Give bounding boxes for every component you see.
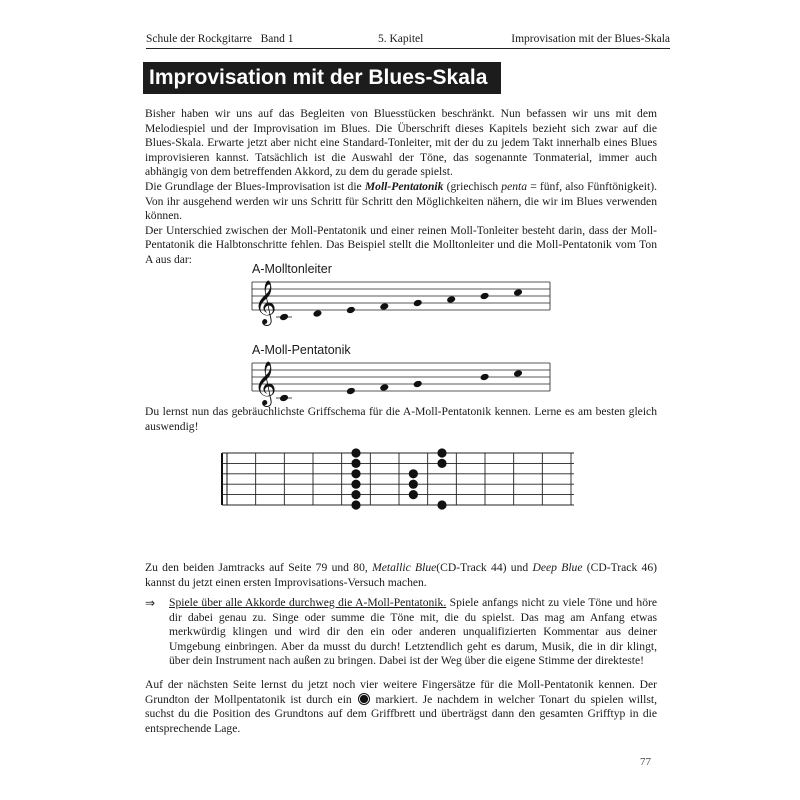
header-chapter: 5. Kapitel [378,33,424,45]
note-head [379,302,389,311]
note-head [446,295,456,304]
pentatonic-scale-label: A-Moll-Pentatonik [252,343,351,357]
fretboard-diagram [218,447,578,511]
header-section: Improvisation mit der Blues-Skala [511,33,670,45]
note-head [379,383,389,392]
finger-dot [437,459,446,468]
instruction-text: Spiele über alle Akkorde durchweg die A-Moll-Pentatonik. Spiele anfangs nicht zu viele Töne und höre dir dabei genau zu. Singe oder summe die Töne mit, die du spielst. Das mag am Anfang etwas merkwürdig klingen und wird dir den ein oder anderen unqualifizierten Kommentar aus deiner Umgebung einbringen. Aber da musst du durch! Letztendlich geht es darum, Musik, die in dir klingt, über dein Instrument nach außen zu bringen. Dabei ist der Weg über die eigene Stimme der direkteste! [169,596,658,668]
finger-dot [409,490,418,499]
minor-scale-staff [246,276,556,336]
root-note-marker-icon [358,693,370,705]
fingering-intro-text: Du lernst nun das gebräuchlichste Griffschema für die A-Moll-Pentatonik kennen. Lerne es am besten gleich auswendig! [145,405,657,433]
jamtrack-text: Zu den beiden Jamtracks auf Seite 79 und 80, Metallic Blue(CD-Track 44) und Deep Blue (CD-Track 46) kannst du jetzt einen ersten Improvisations-Versuch machen. [145,561,658,589]
intro-text [145,107,657,268]
note-head [513,369,523,378]
note-head [346,306,356,315]
term-moll-pentatonik: Moll-Pentatonik [364,179,444,193]
finger-dot [351,469,360,478]
finger-dot [351,480,360,489]
note-head [346,387,356,396]
finger-dot [351,459,360,468]
treble-clef-icon: 𝄞 [254,361,277,405]
intro-paragraph-1: Bisher haben wir uns auf das Begleiten von Bluesstücken beschränkt. Nun befassen wir uns mit dem Melodiespiel und der Improvisation im Blues. Die Überschrift dieses Kapitels bezieht sich zwar auf die Blues-Skala. Erwarte jetzt aber nicht eine Standard-Tonleiter, mit der du zu jedem Takt innerhalb eines Blues improvisieren kannst. Tatsächlich ist die Auswahl der Töne, das sogenannte Tonmaterial, immer auch abhängig von dem betreffenden Akkord, zu dem du gerade spielst. [145,107,657,179]
note-head [513,288,523,297]
finger-dot [409,469,418,478]
note-head [413,380,423,389]
note-head [312,309,322,318]
note-head [480,292,490,301]
outro-text: Auf der nächsten Seite lernst du jetzt noch vier weitere Fingersätze für die Moll-Pentatonik kennen. Der Grundton der Mollpentatonik ist durch ein markiert. Je nachdem in welcher Tonart du spielen willst, suchst du die Position des Grundtons auf dem Griffbrett und überträgst dann den gesamten Grifftyp in die entsprechende Lage. [145,678,658,735]
note-head [480,373,490,382]
running-header [146,30,670,49]
note-head [279,313,289,322]
page-number: 77 [640,756,651,768]
finger-dot [437,500,446,509]
finger-dot [437,448,446,457]
treble-clef-icon: 𝄞 [254,280,277,324]
finger-dot [351,490,360,499]
finger-dot [351,448,360,457]
intro-paragraph-3: Der Unterschied zwischen der Moll-Pentatonik und einer reinen Moll-Tonleiter besteht darin, dass der Moll-Pentatonik die Halbtonschritte fehlen. Das Beispiel stellt die Molltonleiter und die Moll-Pentatonik vom Ton A aus dar: [145,223,657,266]
note-head [413,299,423,308]
finger-dot [351,500,360,509]
intro-paragraph-2: Die Grundlage der Blues-Improvisation ist die Moll-Pentatonik (griechisch penta = fünf, also Fünftönigkeit). Von ihr ausgehend werden wir uns Schritt für Schritt den Möglichkeiten nähern, die wir im Blues verwenden können. [145,179,657,223]
chapter-title: Improvisation mit der Blues-Skala [143,62,501,94]
note-head [279,394,289,403]
finger-dot [409,480,418,489]
minor-scale-label: A-Molltonleiter [252,262,332,276]
arrow-icon: ⇒ [145,596,156,610]
track-metallic-blue: Metallic Blue [372,561,437,574]
instruction-underlined: Spiele über alle Akkorde durchweg die A-Moll-Pentatonik. [169,596,447,609]
track-deep-blue: Deep Blue [532,561,583,574]
header-book-title: Schule der Rockgitarre Band 1 [146,33,294,45]
